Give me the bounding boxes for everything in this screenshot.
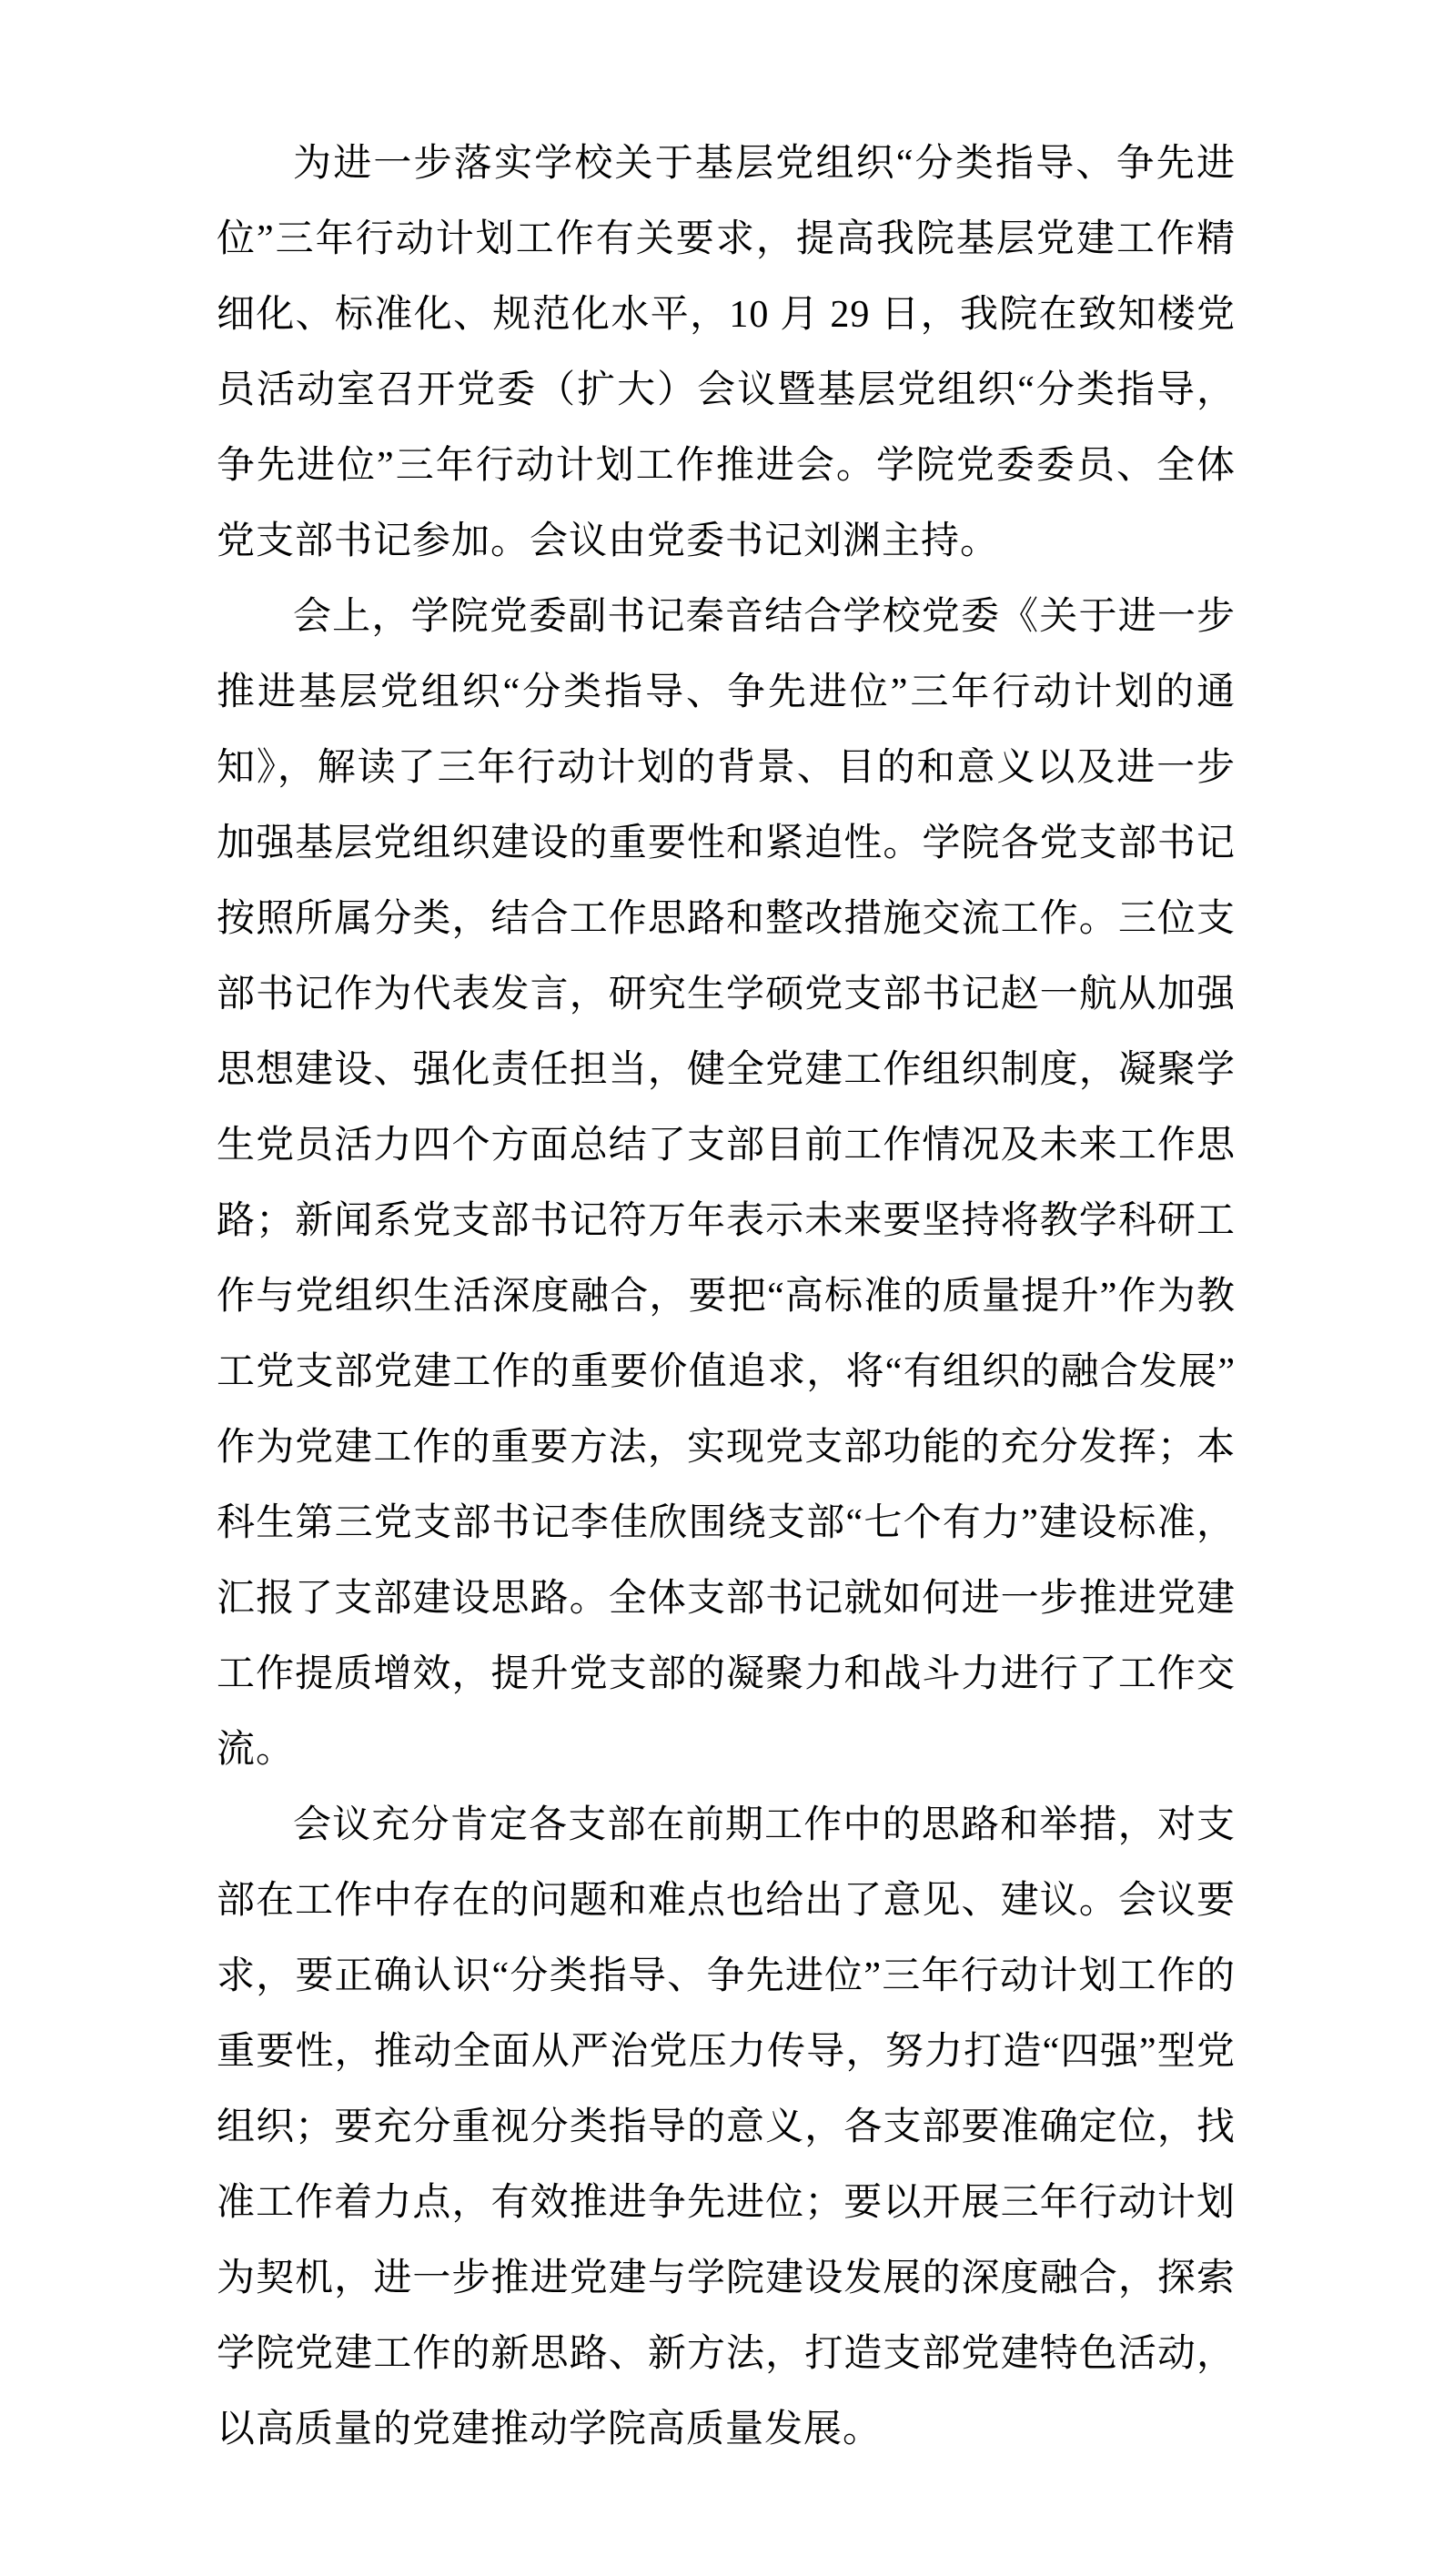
paragraph-meeting-requirements: 会议充分肯定各支部在前期工作中的思路和举措，对支部在工作中存在的问题和难点也给出了意见、建议。会议要求，要正确认识“分类指导、争先进位”三年行动计划工作的重要性，推动全面从严治党压力传导，努力打造“四强”型党组织；要充分重视分类指导的意义，各支部要准确定位，找准工作着力点，有效推进争先进位；要以开展三年行动计划为契机，进一步推进党建与学院建设发展的深度融合，探索学院党建工作的新思路、新方法，打造支部党建特色活动，以高质量的党建推动学院高质量发展。 xyxy=(217,1804,1236,2450)
paragraph-meeting-speeches: 会上，学院党委副书记秦音结合学校党委《关于进一步推进基层党组织“分类指导、争先进位”三年行动计划的通知》，解读了三年行动计划的背景、目的和意义以及进一步加强基层党组织建设的重要性和紧迫性。学院各党支部书记按照所属分类，结合工作思路和整改措施交流工作。三位支部书记作为代表发言，研究生学硕党支部书记赵一航从加强思想建设、强化责任担当，健全党建工作组织制度，凝聚学生党员活力四个方面总结了支部目前工作情况及未来工作思路；新闻系党支部书记符万年表示未来要坚持将教学科研工作与党组织生活深度融合，要把“高标准的质量提升”作为教工党支部党建工作的重要价值追求，将“有组织的融合发展”作为党建工作的重要方法，实现党支部功能的充分发挥；本科生第三党支部书记李佳欣围绕支部“七个有力”建设标准，汇报了支部建设思路。全体支部书记就如何进一步推进党建工作提质增效，提升党支部的凝聚力和战斗力进行了工作交流。 xyxy=(217,596,1236,1771)
document-body xyxy=(217,126,1236,2468)
paragraph-intro: 为进一步落实学校关于基层党组织“分类指导、争先进位”三年行动计划工作有关要求，提高我院基层党建工作精细化、标准化、规范化水平，10 月 29 日，我院在致知楼党员活动室召开党委（扩大）会议暨基层党组织“分类指导，争先进位”三年行动计划工作推进会。学院党委委员、全体党支部书记参加。会议由党委书记刘渊主持。 xyxy=(217,143,1236,562)
